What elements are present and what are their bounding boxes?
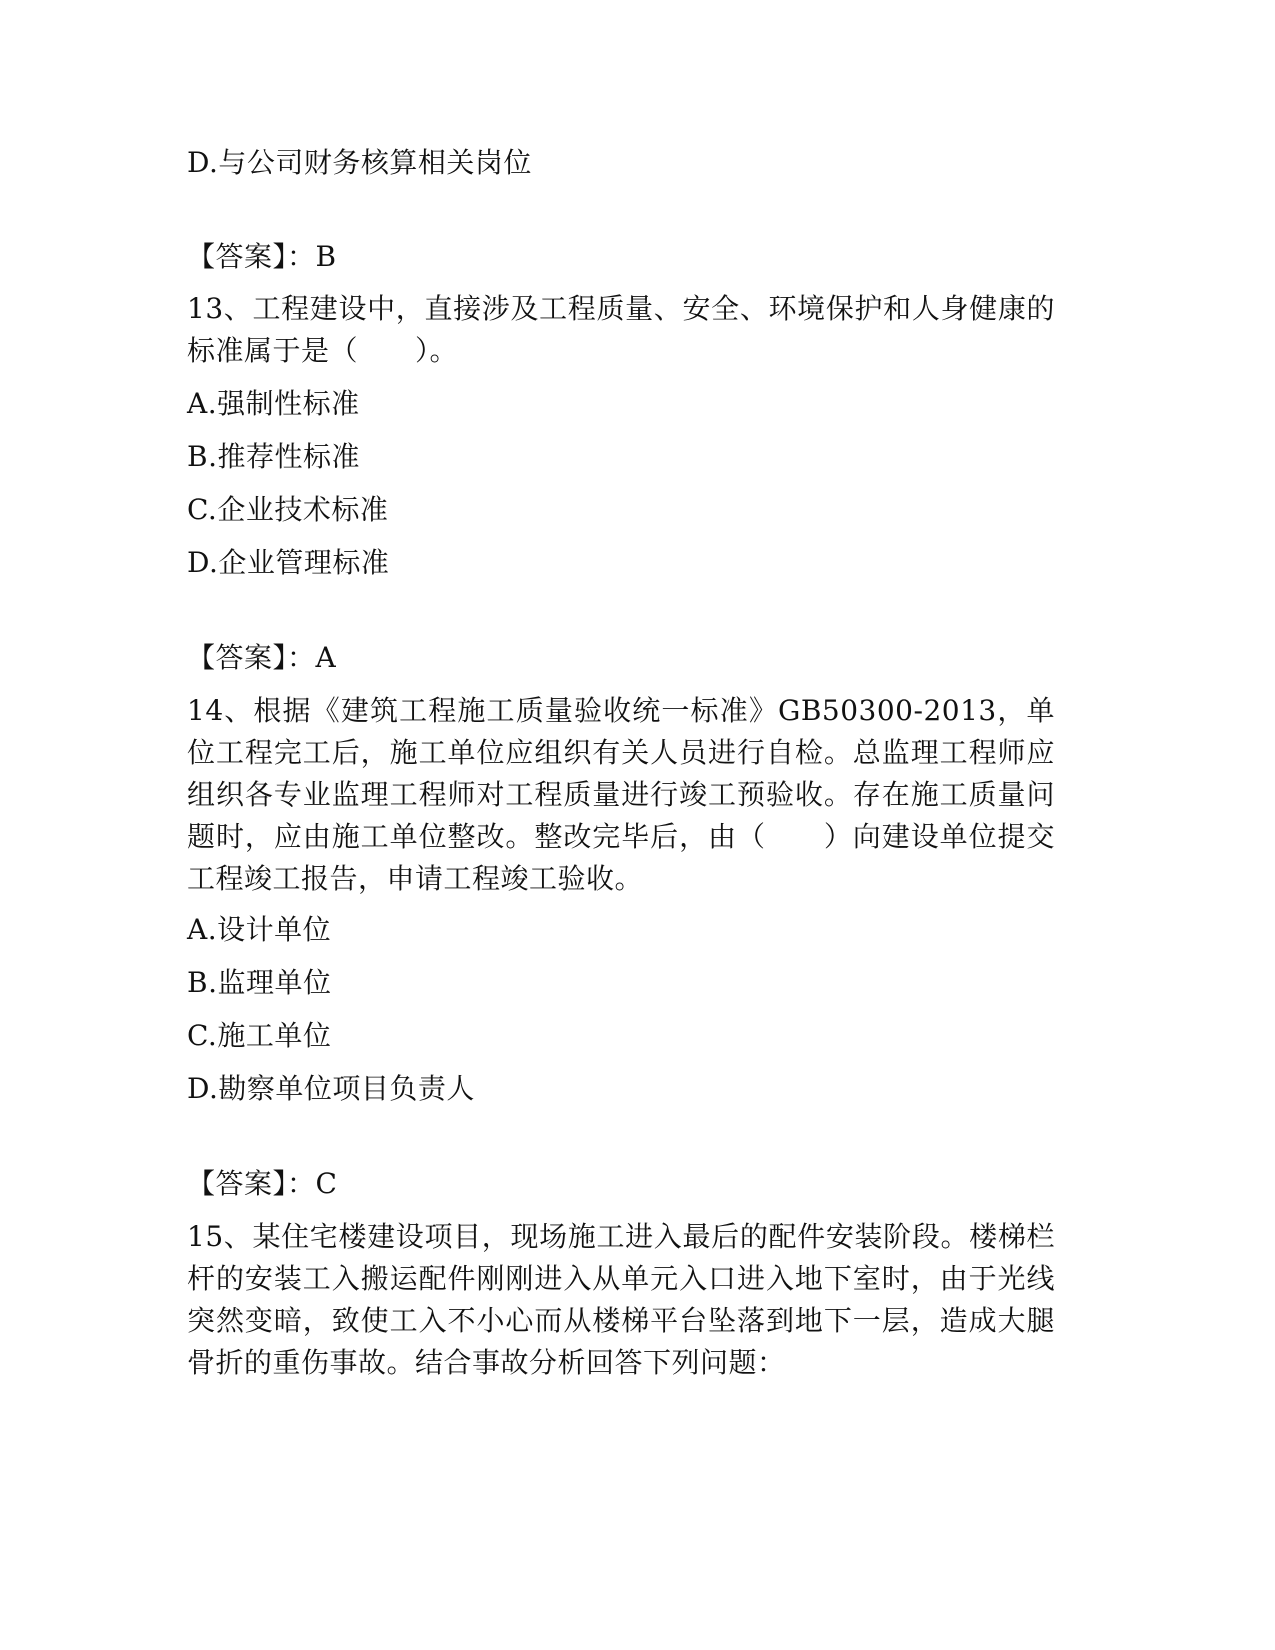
q14-answer: 【答案】：C bbox=[187, 1167, 338, 1200]
q14-option-c: C.施工单位 bbox=[187, 1019, 332, 1052]
q13-stem: 13、工程建设中，直接涉及工程质量、安全、环境保护和人身健康的标准属于是（ ）。 bbox=[187, 292, 1055, 367]
q14-stem: 14、根据《建筑工程施工质量验收统一标准》GB50300-2013，单位工程完工后，施工单位应组织有关人员进行自检。总监理工程师应组织各专业监理工程师对工程质量进行竣工预验收。存在施工质量问题时，应由施工单位整改。整改完毕后，由（ ）向建设单位提交工程竣工报告，申请工程竣工验收。 bbox=[187, 694, 1055, 895]
q12-option-d: D.与公司财务核算相关岗位 bbox=[187, 146, 532, 179]
q15-stem: 15、某住宅楼建设项目，现场施工进入最后的配件安装阶段。楼梯栏杆的安装工入搬运配件刚刚进入从单元入口进入地下室时，由于光线突然变暗，致使工入不小心而从楼梯平台坠落到地下一层，造成大腿骨折的重伤事故。结合事故分析回答下列问题： bbox=[187, 1220, 1055, 1379]
q14-option-d: D.勘察单位项目负责人 bbox=[187, 1072, 475, 1105]
q13-answer: 【答案】：A bbox=[187, 641, 337, 674]
q12-answer: 【答案】：B bbox=[187, 240, 337, 273]
q13-option-a: A.强制性标准 bbox=[187, 387, 360, 420]
q13-option-b: B.推荐性标准 bbox=[187, 440, 360, 473]
q13-option-c: C.企业技术标准 bbox=[187, 493, 389, 526]
q14-option-a: A.设计单位 bbox=[187, 913, 332, 946]
q14-option-b: B.监理单位 bbox=[187, 966, 332, 999]
q13-option-d: D.企业管理标准 bbox=[187, 546, 390, 579]
